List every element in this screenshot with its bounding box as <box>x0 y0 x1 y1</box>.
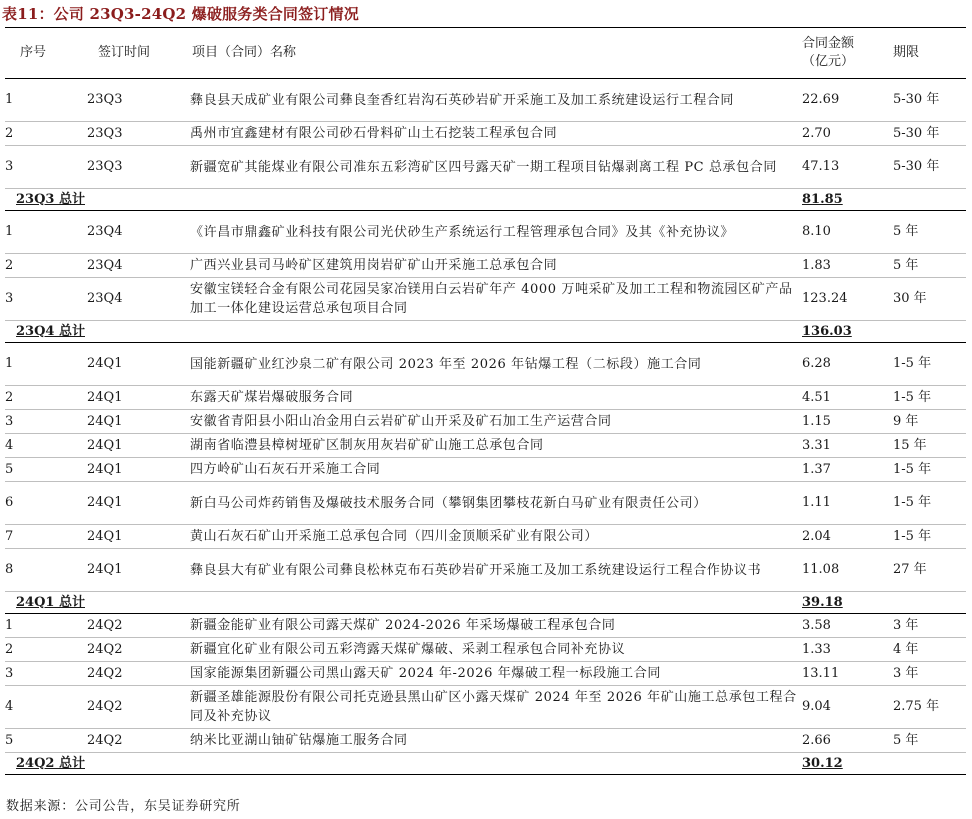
row-amount: 1.33 <box>802 638 893 662</box>
row-index: 1 <box>5 614 87 638</box>
row-period: 23Q3 <box>87 146 190 189</box>
row-period: 24Q1 <box>87 410 190 434</box>
row-period: 24Q1 <box>87 549 190 592</box>
table-title: 表11：公司 23Q3-24Q2 爆破服务类合同签订情况 <box>2 5 359 23</box>
table-row <box>5 211 966 254</box>
row-amount: 3.31 <box>802 434 893 458</box>
subtotal-empty <box>893 321 966 343</box>
row-index: 6 <box>5 482 87 525</box>
row-index: 3 <box>5 410 87 434</box>
subtotal-row <box>5 321 966 343</box>
row-amount: 22.69 <box>802 79 893 122</box>
table-row <box>5 549 966 592</box>
row-term: 5 年 <box>893 211 966 254</box>
row-amount: 1.83 <box>802 254 893 278</box>
row-amount: 3.58 <box>802 614 893 638</box>
row-period: 24Q2 <box>87 614 190 638</box>
row-term: 5 年 <box>893 729 966 753</box>
subtotal-label: 24Q1 总计 <box>5 592 802 614</box>
row-amount: 6.28 <box>802 343 893 386</box>
row-index: 2 <box>5 122 87 146</box>
row-term: 1-5 年 <box>893 482 966 525</box>
row-contract-name: 东露天矿煤岩爆破服务合同 <box>190 386 802 410</box>
row-index: 4 <box>5 686 87 729</box>
row-period: 24Q1 <box>87 482 190 525</box>
table-row <box>5 386 966 410</box>
row-amount: 11.08 <box>802 549 893 592</box>
row-period: 24Q1 <box>87 386 190 410</box>
row-term: 4 年 <box>893 638 966 662</box>
row-amount: 8.10 <box>802 211 893 254</box>
row-contract-name: 安徽省青阳县小阳山冶金用白云岩矿矿山开采及矿石加工生产运营合同 <box>190 410 802 434</box>
row-index: 2 <box>5 254 87 278</box>
row-index: 2 <box>5 638 87 662</box>
table-row <box>5 525 966 549</box>
row-period: 23Q4 <box>87 278 190 321</box>
row-index: 8 <box>5 549 87 592</box>
table-body <box>5 79 966 775</box>
row-contract-name: 新疆宜化矿业有限公司五彩湾露天煤矿爆破、采剥工程承包合同补充协议 <box>190 638 802 662</box>
row-term: 5-30 年 <box>893 79 966 122</box>
subtotal-label: 24Q2 总计 <box>5 753 802 775</box>
row-contract-name: 新白马公司炸药销售及爆破技术服务合同（攀钢集团攀枝花新白马矿业有限责任公司） <box>190 482 802 525</box>
row-contract-name: 国家能源集团新疆公司黑山露天矿 2024 年-2026 年爆破工程一标段施工合同 <box>190 662 802 686</box>
row-contract-name: 彝良县天成矿业有限公司彝良奎香红岩沟石英砂岩矿开采施工及加工系统建设运行工程合同 <box>190 79 802 122</box>
row-period: 24Q2 <box>87 686 190 729</box>
row-contract-name: 安徽宝镁轻合金有限公司花园吴家冶镁用白云岩矿年产 4000 万吨采矿及加工工程和物流园区矿产品加工一体化建设运营总承包项目合同 <box>190 278 802 321</box>
row-index: 4 <box>5 434 87 458</box>
row-contract-name: 禹州市宜鑫建材有限公司砂石骨料矿山土石挖装工程承包合同 <box>190 122 802 146</box>
table-row <box>5 254 966 278</box>
row-contract-name: 四方岭矿山石灰石开采施工合同 <box>190 458 802 482</box>
subtotal-amount: 136.03 <box>802 321 893 343</box>
subtotal-row <box>5 189 966 211</box>
row-contract-name: 彝良县大有矿业有限公司彝良松林克布石英砂岩矿开采施工及加工系统建设运行工程合作协议书 <box>190 549 802 592</box>
table-row <box>5 638 966 662</box>
row-contract-name: 广西兴业县司马岭矿区建筑用岗岩矿矿山开采施工总承包合同 <box>190 254 802 278</box>
row-index: 5 <box>5 458 87 482</box>
row-term: 1-5 年 <box>893 458 966 482</box>
row-contract-name: 湖南省临澧县樟树垭矿区制灰用灰岩矿矿山施工总承包合同 <box>190 434 802 458</box>
row-index: 7 <box>5 525 87 549</box>
subtotal-label: 23Q3 总计 <box>5 189 802 211</box>
row-amount: 123.24 <box>802 278 893 321</box>
header-term: 期限 <box>893 28 966 79</box>
row-period: 24Q1 <box>87 434 190 458</box>
row-period: 24Q2 <box>87 729 190 753</box>
subtotal-label: 23Q4 总计 <box>5 321 802 343</box>
table-row <box>5 482 966 525</box>
row-amount: 2.70 <box>802 122 893 146</box>
row-amount: 13.11 <box>802 662 893 686</box>
row-term: 3 年 <box>893 662 966 686</box>
row-amount: 1.15 <box>802 410 893 434</box>
row-index: 1 <box>5 79 87 122</box>
subtotal-amount: 81.85 <box>802 189 893 211</box>
row-term: 1-5 年 <box>893 386 966 410</box>
row-contract-name: 新疆圣雄能源股份有限公司托克逊县黑山矿区小露天煤矿 2024 年至 2026 年矿山施工总承包工程合同及补充协议 <box>190 686 802 729</box>
table-row <box>5 686 966 729</box>
row-amount: 1.11 <box>802 482 893 525</box>
table-header-row <box>5 28 966 79</box>
row-term: 27 年 <box>893 549 966 592</box>
row-period: 24Q2 <box>87 638 190 662</box>
row-term: 30 年 <box>893 278 966 321</box>
row-term: 5-30 年 <box>893 122 966 146</box>
row-contract-name: 新疆宽矿其能煤业有限公司准东五彩湾矿区四号露天矿一期工程项目钻爆剥离工程 PC 总承包合同 <box>190 146 802 189</box>
row-amount: 47.13 <box>802 146 893 189</box>
source-note: 数据来源：公司公告，东吴证券研究所 <box>6 799 241 814</box>
row-term: 5 年 <box>893 254 966 278</box>
row-term: 5-30 年 <box>893 146 966 189</box>
table-row <box>5 410 966 434</box>
subtotal-amount: 39.18 <box>802 592 893 614</box>
row-period: 23Q3 <box>87 122 190 146</box>
row-contract-name: 新疆金能矿业有限公司露天煤矿 2024-2026 年采场爆破工程承包合同 <box>190 614 802 638</box>
table-row <box>5 122 966 146</box>
row-index: 5 <box>5 729 87 753</box>
table-row <box>5 146 966 189</box>
row-contract-name: 黄山石灰石矿山开采施工总承包合同（四川金顶顺采矿业有限公司） <box>190 525 802 549</box>
row-index: 3 <box>5 278 87 321</box>
subtotal-amount: 30.12 <box>802 753 893 775</box>
row-period: 24Q1 <box>87 458 190 482</box>
header-name: 项目（合同）名称 <box>190 28 802 79</box>
table-row <box>5 343 966 386</box>
row-period: 24Q1 <box>87 525 190 549</box>
table-row <box>5 614 966 638</box>
subtotal-empty <box>893 753 966 775</box>
table-row <box>5 278 966 321</box>
row-index: 2 <box>5 386 87 410</box>
row-term: 1-5 年 <box>893 343 966 386</box>
row-term: 9 年 <box>893 410 966 434</box>
header-amount-line1: 合同金额 <box>802 36 855 51</box>
row-period: 23Q4 <box>87 211 190 254</box>
row-term: 2.75 年 <box>893 686 966 729</box>
row-index: 1 <box>5 343 87 386</box>
table-row <box>5 729 966 753</box>
row-index: 3 <box>5 662 87 686</box>
row-term: 15 年 <box>893 434 966 458</box>
row-term: 3 年 <box>893 614 966 638</box>
row-amount: 9.04 <box>802 686 893 729</box>
row-index: 3 <box>5 146 87 189</box>
row-amount: 4.51 <box>802 386 893 410</box>
row-period: 23Q3 <box>87 79 190 122</box>
subtotal-row <box>5 592 966 614</box>
header-amount-line2: （亿元） <box>802 54 855 69</box>
header-period: 签订时间 <box>87 28 190 79</box>
subtotal-row <box>5 753 966 775</box>
row-amount: 2.66 <box>802 729 893 753</box>
contracts-table <box>5 27 966 775</box>
table-row <box>5 458 966 482</box>
table-row <box>5 434 966 458</box>
row-contract-name: 纳米比亚湖山铀矿钻爆施工服务合同 <box>190 729 802 753</box>
row-period: 24Q2 <box>87 662 190 686</box>
table-row <box>5 79 966 122</box>
row-term: 1-5 年 <box>893 525 966 549</box>
header-amount <box>802 28 893 79</box>
row-amount: 1.37 <box>802 458 893 482</box>
row-amount: 2.04 <box>802 525 893 549</box>
row-period: 24Q1 <box>87 343 190 386</box>
header-index: 序号 <box>5 28 87 79</box>
table-row <box>5 662 966 686</box>
row-contract-name: 国能新疆矿业红沙泉二矿有限公司 2023 年至 2026 年钻爆工程（二标段）施工合同 <box>190 343 802 386</box>
row-contract-name: 《许昌市鼎鑫矿业科技有限公司光伏砂生产系统运行工程管理承包合同》及其《补充协议》 <box>190 211 802 254</box>
row-period: 23Q4 <box>87 254 190 278</box>
row-index: 1 <box>5 211 87 254</box>
subtotal-empty <box>893 189 966 211</box>
subtotal-empty <box>893 592 966 614</box>
